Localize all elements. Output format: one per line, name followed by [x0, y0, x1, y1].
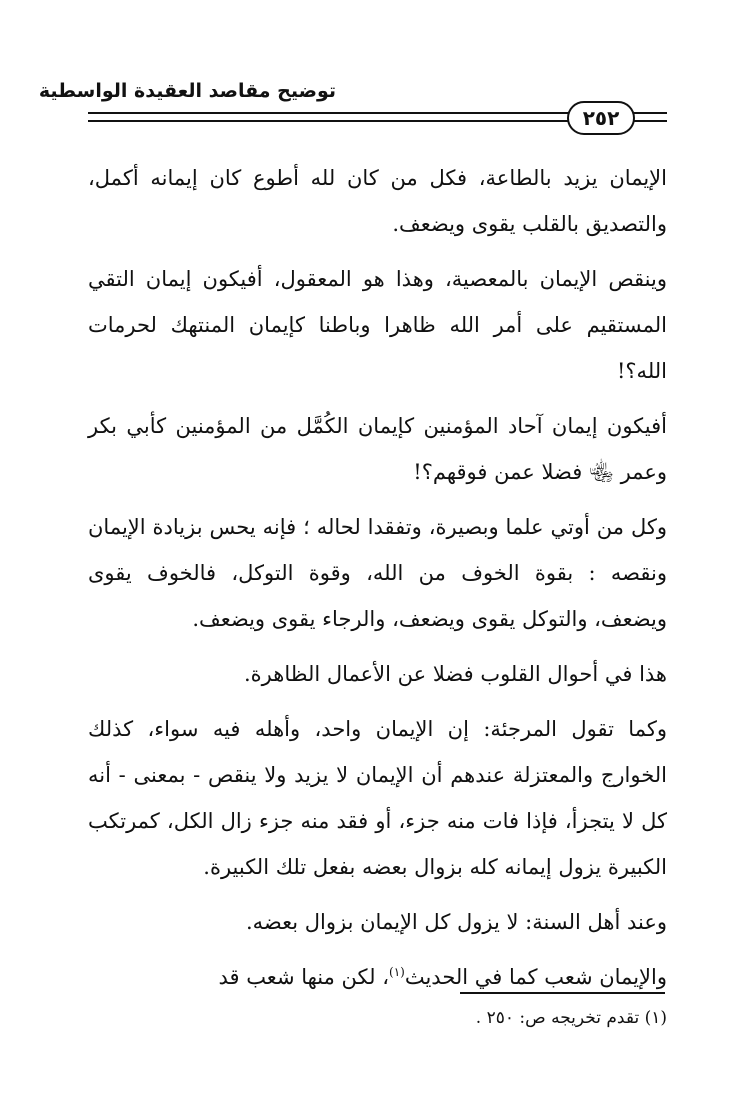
paragraph-8-start: والإيمان شعب كما في الحديث: [404, 965, 667, 989]
paragraph-5: هذا في أحوال القلوب فضلا عن الأعمال الظاهرة.: [243, 662, 667, 686]
paragraph-6: وكما تقول المرجئة: إن الإيمان واحد، وأهله فيه سواء، كذلك الخوارج والمعتزلة عندهم أن الإيمان لا يزيد ولا ينقص - بمعنى - أنه كل لا يتجزأ، فإذا فات منه جزء، أو فقد منه جزء زال الكل، كمرتكب الكبيرة يزول إيمانه كله بزوال بعضه بفعل تلك الكبيرة.: [88, 717, 667, 879]
footnote-reference[interactable]: (١): [389, 965, 405, 979]
running-title: توضيح مقاصد العقيدة الواسطية: [38, 80, 336, 102]
paragraph-1: الإيمان يزيد بالطاعة، فكل من كان لله أطوع كان إيمانه أكمل، والتصديق بالقلب يقوى ويضعف.: [88, 166, 667, 236]
footnote-separator: [460, 992, 665, 994]
paragraph-2: وينقص الإيمان بالمعصية، وهذا هو المعقول، أفيكون إيمان التقي المستقيم على أمر الله ظاهرا وباطنا كإيمان المنتهك لحرمات الله؟!: [88, 267, 667, 383]
footnote: (١) تقدم تخريجه ص: ٢٥٠ .: [475, 1008, 667, 1028]
page-number: ٢٥٢: [567, 101, 635, 135]
paragraph-8-end: ، لكن منها شعب قد: [218, 965, 389, 989]
paragraph-7: وعند أهل السنة: لا يزول كل الإيمان بزوال بعضه.: [246, 910, 667, 934]
main-text: [88, 155, 667, 1009]
paragraph-3: أفيكون إيمان آحاد المؤمنين كإيمان الكُمَّل من المؤمنين كأبي بكر وعمر ﵄ فضلا عمن فوقهم؟!: [88, 414, 667, 484]
paragraph-4: وكل من أوتي علما وبصيرة، وتفقدا لحاله ؛ فإنه يحس بزيادة الإيمان ونقصه : بقوة الخوف من الله، وقوة التوكل، فالخوف يقوى ويضعف، والتوكل يقوى ويضعف، والرجاء يقوى ويضعف.: [88, 515, 667, 631]
